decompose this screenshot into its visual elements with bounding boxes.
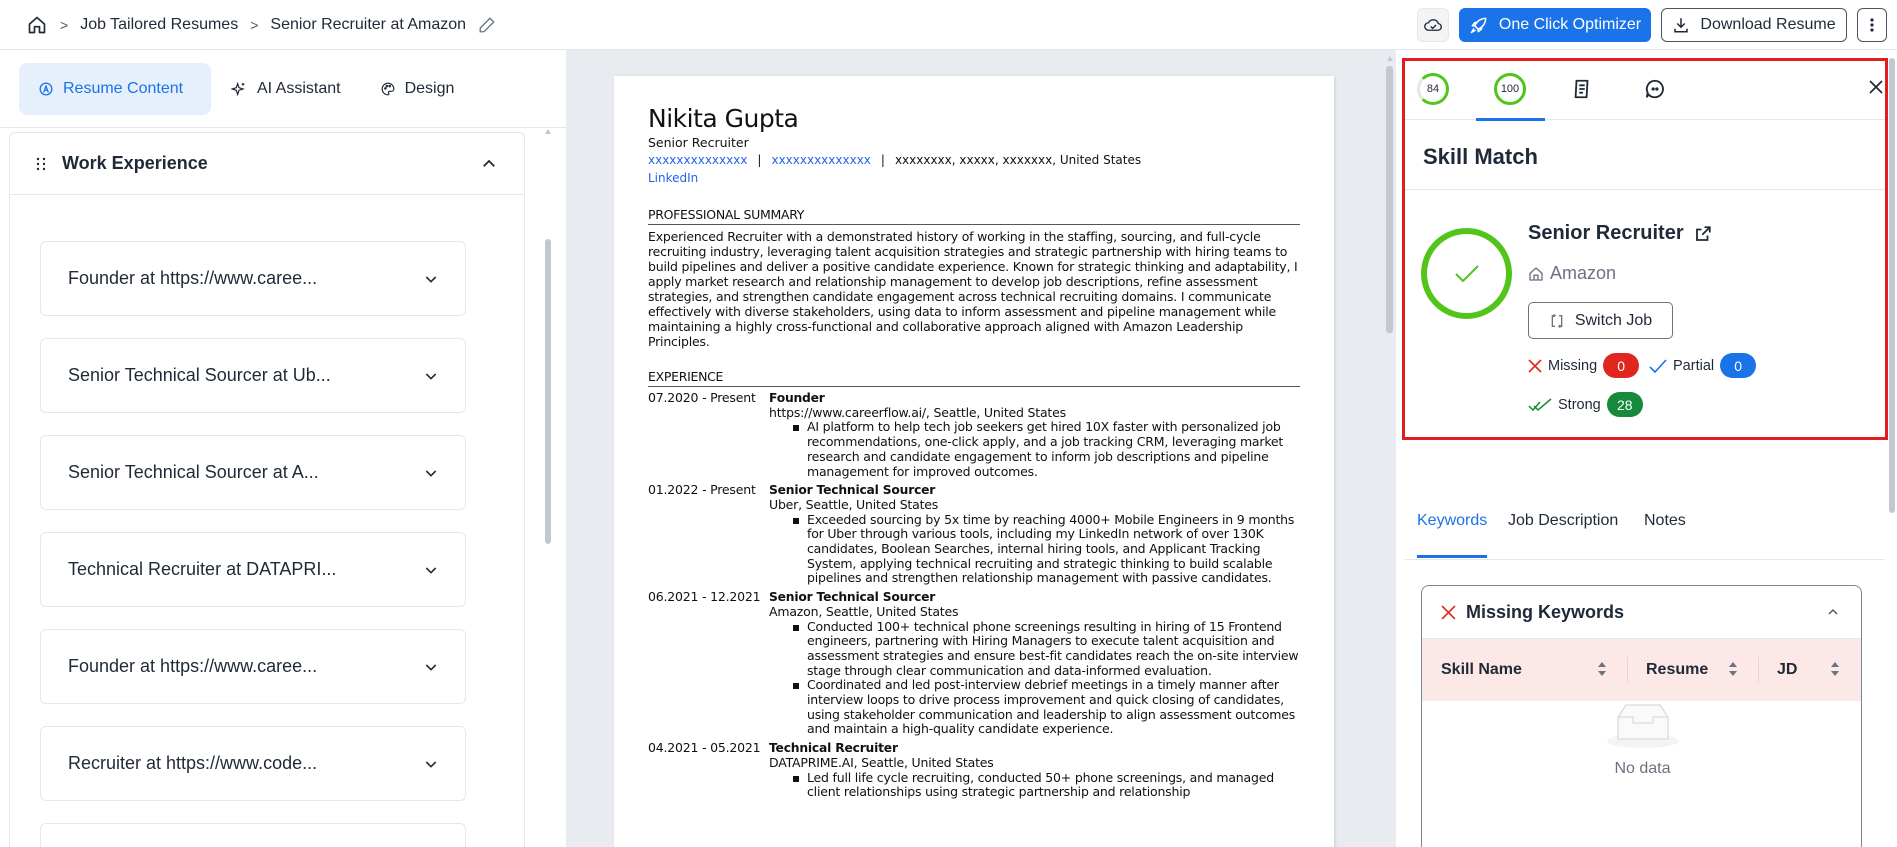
column-divider: [1627, 657, 1628, 683]
left-scroll-area: [0, 129, 550, 847]
summary-heading: PROFESSIONAL SUMMARY: [648, 207, 1300, 225]
chevron-down-icon[interactable]: [423, 756, 439, 772]
download-resume-button[interactable]: [1661, 8, 1847, 42]
missing-label: Missing: [1548, 357, 1598, 374]
experience-item-label: Founder at https://www.caree...: [68, 268, 318, 288]
experience-item[interactable]: [40, 435, 466, 510]
no-data-text: No data: [1614, 760, 1671, 777]
more-options-button[interactable]: [1857, 8, 1887, 42]
check-icon: [1454, 264, 1480, 284]
resume-job: [648, 590, 1300, 737]
resume-contact: xxxxxxxxxxxxxx | xxxxxxxxxxxxxx | xxxxxxxx, xxxxx, xxxxxxx, United States: [648, 153, 1142, 167]
tab-keywords[interactable]: Keywords: [1417, 505, 1487, 558]
keyword-sub-tabs: [1405, 505, 1885, 560]
right-panel-scrollbar[interactable]: [1888, 58, 1896, 847]
keywords-table-header: [1422, 639, 1861, 701]
preview-scrollbar[interactable]: [1386, 56, 1394, 847]
close-icon[interactable]: [1867, 78, 1885, 96]
job-dates: 06.2021 - 12.2021: [648, 589, 761, 605]
job-bullet: Coordinated and led post-interview debrief meetings in a timely manner after interview loops to drive process improvement and quick closing of candidates, using stakeholder communication and leadership to align assessment outcomes and maintain a high-quality candidate experience.: [793, 678, 1300, 737]
job-dates: 01.2022 - Present: [648, 482, 756, 498]
experience-item-label: Recruiter at https://www.code...: [68, 753, 318, 773]
more-vertical-icon: [1870, 18, 1874, 32]
rocket-icon: [1469, 15, 1489, 35]
section-title: Work Experience: [62, 153, 208, 173]
resume-title: Senior Recruiter: [648, 135, 749, 150]
switch-job-button[interactable]: [1528, 302, 1673, 339]
resume-page: [614, 76, 1334, 847]
top-bar: [0, 0, 1897, 50]
chevron-up-icon[interactable]: [480, 155, 498, 173]
left-panel: [0, 50, 566, 847]
job-title: [1528, 222, 1712, 245]
strong-label: Strong: [1558, 396, 1601, 413]
missing-stat: [1528, 353, 1639, 378]
home-icon[interactable]: [26, 14, 48, 36]
job-bullet: AI platform to help tech job seekers get hired 10X faster with personalized job recommendations, one-click apply, and a job tracking CRM, leveraging market research and candidate engagement to inform job descriptions and pipeline management for improved outcomes.: [793, 420, 1300, 479]
resume-linkedin-row: [648, 169, 1300, 187]
job-role: Senior Technical Sourcer: [769, 483, 936, 498]
company: [1528, 263, 1616, 284]
right-panel-tabs: [1405, 58, 1885, 120]
breadcrumb-separator: >: [250, 16, 259, 33]
resume-job: [648, 741, 1300, 800]
optimizer-label: One Click Optimizer: [1498, 16, 1642, 33]
chevron-up-icon[interactable]: [1827, 608, 1839, 616]
pencil-icon[interactable]: [478, 15, 498, 35]
experience-item[interactable]: [40, 241, 466, 316]
tab-label: AI Assistant: [257, 79, 341, 97]
empty-inbox-icon: [1606, 701, 1680, 749]
experience-item[interactable]: [40, 338, 466, 413]
match-status-ring: [1421, 228, 1512, 319]
experience-item-label: Founder at https://www.caree...: [68, 656, 318, 676]
cloud-sync-button[interactable]: [1417, 8, 1449, 42]
resume-phone[interactable]: xxxxxxxxxxxxxx: [771, 153, 871, 167]
download-icon: [1672, 16, 1690, 34]
breadcrumb-job-tailored-resumes[interactable]: Job Tailored Resumes: [80, 15, 239, 33]
resume-linkedin[interactable]: LinkedIn: [648, 171, 699, 185]
divider: [1405, 189, 1885, 190]
top-actions: [1417, 0, 1897, 50]
scroll-up-arrow[interactable]: [1387, 56, 1393, 61]
column-resume[interactable]: Resume: [1646, 661, 1709, 678]
strong-count-badge: 28: [1607, 392, 1643, 417]
cloud-check-icon: [1424, 18, 1442, 32]
sort-icon[interactable]: [1728, 661, 1738, 677]
tab-label: Resume Content: [63, 79, 184, 97]
tab-job-description[interactable]: Job Description: [1508, 512, 1619, 529]
sparkle-icon: [231, 81, 247, 97]
drag-handle-icon[interactable]: [36, 157, 46, 171]
job-role: Senior Technical Sourcer: [769, 590, 936, 605]
sort-icon[interactable]: [1597, 661, 1607, 677]
breadcrumb: [26, 14, 498, 36]
left-tabs: [0, 50, 566, 128]
job-bullet: Exceeded sourcing by 5x time by reaching 4000+ Mobile Engineers in 9 months for Uber through various tools, including my LinkedIn network of over 130K candidates, Boolean Searches, internal hiring tools, and Applicant Tracking System, applying technical recruiting and strategic thinking to build scalable pipelines and strengthen relationship management with passive candidates.: [793, 513, 1300, 587]
column-skill-name[interactable]: Skill Name: [1441, 661, 1522, 678]
empty-state: [1422, 701, 1862, 778]
experience-item-label: Senior Technical Sourcer at A...: [68, 462, 319, 482]
download-label: Download Resume: [1700, 16, 1836, 33]
job-bullet: Conducted 100+ technical phone screenings resulting in hiring of 15 Frontend engineers, partnering with Hiring Managers to execute talent acquisition and assessment strategies and ensure best-fit candidates reach the on-site interview stage through clear communication and data-informed evaluation.: [793, 620, 1300, 679]
experience-item-label: Senior Technical Sourcer at Ub...: [68, 365, 331, 385]
double-check-icon: [1528, 398, 1552, 412]
experience-item[interactable]: [40, 823, 466, 847]
external-link-icon[interactable]: [1694, 225, 1712, 243]
column-jd[interactable]: JD: [1777, 661, 1798, 678]
work-experience-section: [9, 132, 525, 847]
palette-icon: [381, 82, 395, 96]
tab-notes[interactable]: Notes: [1644, 512, 1686, 529]
missing-keywords-header[interactable]: [1422, 586, 1861, 639]
job-company: Amazon, Seattle, United States: [769, 603, 959, 619]
resume-address: xxxxxxxx, xxxxx, xxxxxxx, United States: [894, 153, 1142, 167]
experience-item[interactable]: [40, 629, 466, 704]
resume-email[interactable]: xxxxxxxxxxxxxx: [648, 153, 748, 167]
missing-keywords-card: [1421, 585, 1862, 847]
switch-job-label: Switch Job: [1574, 311, 1653, 329]
chevron-down-icon[interactable]: [423, 659, 439, 675]
document-icon[interactable]: [1571, 78, 1593, 100]
right-panel: [1396, 50, 1897, 847]
job-bullet: Led full life cycle recruiting, conducted 50+ phone screenings, and managed client relationships using strategic partnership and relationship: [793, 771, 1300, 800]
chevron-down-icon[interactable]: [423, 562, 439, 578]
company-name: Amazon: [1550, 263, 1617, 283]
summary-text: Experienced Recruiter with a demonstrated history of working in the staffing, sourcing, and full-cycle recruiting industry, leveraging talent acquisition strategies and strategic partnership with hiring teams to build pipelines and deliver a positive candidate experience. Known for strategic thinking and adaptability, I apply market research and relationship management to develop job descriptions, refine assessment strategies, and strengthen candidate engagement across technical recruiting domains. I communicate effectively with diverse stakeholders, using data to inform assessment and pipeline management while maintaining a highly cross-functional and collaborative approach aligned with Amazon Leadership Principles.: [648, 229, 1298, 349]
column-divider: [1758, 657, 1759, 683]
scrollbar-thumb[interactable]: [1386, 66, 1393, 333]
partial-label: Partial: [1673, 357, 1715, 374]
score-value: 84: [1426, 83, 1440, 95]
x-icon: [1441, 605, 1456, 620]
x-icon: [1528, 359, 1542, 373]
strong-stat: [1528, 392, 1643, 417]
tab-skill-match-score[interactable]: [1494, 73, 1526, 105]
breadcrumb-separator: >: [60, 16, 69, 33]
section-header[interactable]: [10, 133, 524, 195]
scrollbar-thumb[interactable]: [1889, 58, 1895, 513]
resume-content-icon: [39, 82, 53, 96]
one-click-optimizer-button[interactable]: [1459, 8, 1651, 42]
job-company: https://www.careerflow.ai/, Seattle, United States: [769, 404, 1066, 420]
scroll-up-arrow[interactable]: [545, 129, 551, 134]
job-company: Uber, Seattle, United States: [769, 496, 939, 512]
tab-design[interactable]: [361, 63, 475, 115]
experience-heading: EXPERIENCE: [648, 369, 1300, 387]
building-icon: [1528, 266, 1544, 282]
partial-stat: [1649, 353, 1756, 378]
tab-resume-content[interactable]: [19, 63, 211, 115]
resume-preview-area: [566, 50, 1396, 847]
partial-count-badge: 0: [1720, 353, 1756, 378]
check-icon: [1649, 359, 1667, 373]
tab-ai-assistant[interactable]: [211, 63, 361, 115]
tab-ats-score[interactable]: [1417, 73, 1449, 105]
job-dates: 07.2020 - Present: [648, 390, 756, 405]
switch-icon: [1549, 313, 1565, 329]
sort-icon[interactable]: [1830, 661, 1840, 677]
experience-item[interactable]: [40, 726, 466, 801]
tab-label: Design: [404, 79, 455, 97]
missing-keywords-title: Missing Keywords: [1466, 601, 1625, 622]
breadcrumb-current-resume: Senior Recruiter at Amazon: [270, 15, 467, 33]
job-company: DATAPRIME.AI, Seattle, United States: [769, 754, 994, 770]
chat-icon[interactable]: [1644, 78, 1666, 100]
resume-job: [648, 391, 1300, 479]
scrollbar-thumb[interactable]: [545, 239, 551, 544]
left-scrollbar[interactable]: [544, 129, 552, 847]
job-dates: 04.2021 - 05.2021: [648, 740, 761, 756]
resume-job: [648, 483, 1300, 586]
chevron-down-icon[interactable]: [423, 368, 439, 384]
resume-name: Nikita Gupta: [648, 104, 799, 133]
skill-match-heading: Skill Match: [1423, 144, 1538, 169]
chevron-down-icon[interactable]: [423, 271, 439, 287]
job-title-text: Senior Recruiter: [1528, 222, 1684, 244]
experience-item[interactable]: [40, 532, 466, 607]
active-tab-indicator: [1476, 118, 1545, 121]
score-value: 100: [1500, 83, 1520, 95]
experience-item-label: Technical Recruiter at DATAPRI...: [68, 559, 337, 579]
job-role: Technical Recruiter: [769, 741, 898, 756]
missing-count-badge: 0: [1603, 353, 1639, 378]
chevron-down-icon[interactable]: [423, 465, 439, 481]
job-role: Founder: [769, 391, 825, 405]
